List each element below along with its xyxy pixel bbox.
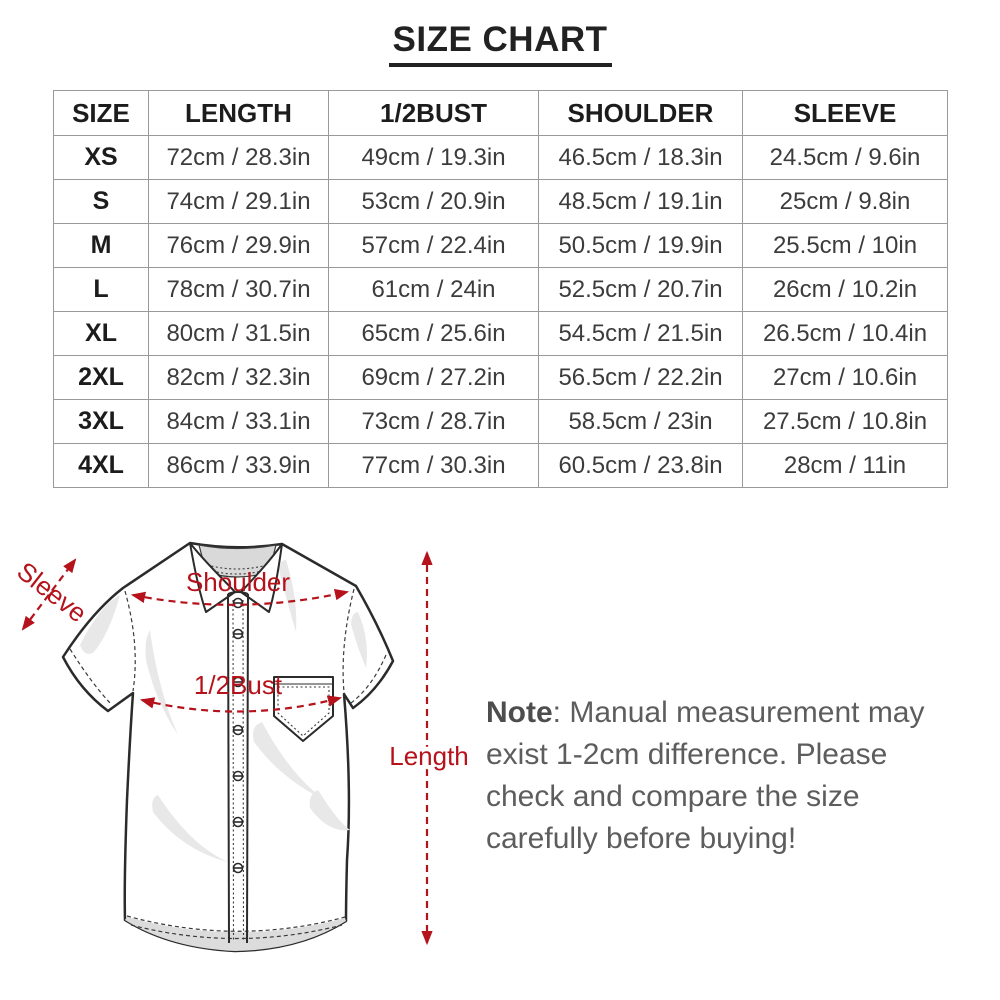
table-cell: 46.5cm / 18.3in bbox=[539, 136, 743, 180]
table-row bbox=[54, 268, 948, 312]
size-cell: M bbox=[54, 224, 149, 268]
table-cell: 52.5cm / 20.7in bbox=[539, 268, 743, 312]
table-cell: 25.5cm / 10in bbox=[743, 224, 948, 268]
table-body bbox=[54, 136, 948, 488]
note-body: : Manual measurement may exist 1-2cm difference. Please check and compare the size carefully before buying! bbox=[486, 696, 925, 855]
table-cell: 65cm / 25.6in bbox=[329, 312, 539, 356]
table-cell: 69cm / 27.2in bbox=[329, 356, 539, 400]
table-cell: 27.5cm / 10.8in bbox=[743, 400, 948, 444]
size-cell: 3XL bbox=[54, 400, 149, 444]
table-cell: 82cm / 32.3in bbox=[149, 356, 329, 400]
table-cell: 27cm / 10.6in bbox=[743, 356, 948, 400]
table-cell: 53cm / 20.9in bbox=[329, 180, 539, 224]
table-cell: 25cm / 9.8in bbox=[743, 180, 948, 224]
table-row bbox=[54, 356, 948, 400]
table-cell: 80cm / 31.5in bbox=[149, 312, 329, 356]
note-label: Note bbox=[486, 696, 553, 729]
header-cell: 1/2BUST bbox=[329, 91, 539, 136]
table-cell: 58.5cm / 23in bbox=[539, 400, 743, 444]
table-cell: 77cm / 30.3in bbox=[329, 444, 539, 488]
table-cell: 49cm / 19.3in bbox=[329, 136, 539, 180]
table-row bbox=[54, 400, 948, 444]
size-cell: XL bbox=[54, 312, 149, 356]
size-cell: 2XL bbox=[54, 356, 149, 400]
table-cell: 50.5cm / 19.9in bbox=[539, 224, 743, 268]
size-cell: XS bbox=[54, 136, 149, 180]
table-row bbox=[54, 312, 948, 356]
page-header bbox=[0, 20, 1000, 67]
table-cell: 84cm / 33.1in bbox=[149, 400, 329, 444]
header-cell: SLEEVE bbox=[743, 91, 948, 136]
table-cell: 76cm / 29.9in bbox=[149, 224, 329, 268]
table-cell: 72cm / 28.3in bbox=[149, 136, 329, 180]
table-row bbox=[54, 444, 948, 488]
size-cell: L bbox=[54, 268, 149, 312]
table-cell: 48.5cm / 19.1in bbox=[539, 180, 743, 224]
table-cell: 26cm / 10.2in bbox=[743, 268, 948, 312]
size-cell: 4XL bbox=[54, 444, 149, 488]
note-text bbox=[486, 692, 944, 860]
table-row bbox=[54, 180, 948, 224]
table-header-row bbox=[54, 91, 948, 136]
header-cell: SHOULDER bbox=[539, 91, 743, 136]
table-cell: 57cm / 22.4in bbox=[329, 224, 539, 268]
sleeve-label: Sleeve bbox=[11, 555, 93, 629]
page-title: SIZE CHART bbox=[389, 20, 612, 67]
table-cell: 74cm / 29.1in bbox=[149, 180, 329, 224]
table-cell: 60.5cm / 23.8in bbox=[539, 444, 743, 488]
shoulder-label: Shoulder bbox=[185, 567, 291, 597]
table-row bbox=[54, 224, 948, 268]
size-cell: S bbox=[54, 180, 149, 224]
table-cell: 61cm / 24in bbox=[329, 268, 539, 312]
header-cell: LENGTH bbox=[149, 91, 329, 136]
size-table bbox=[53, 90, 948, 488]
table-cell: 54.5cm / 21.5in bbox=[539, 312, 743, 356]
table-cell: 73cm / 28.7in bbox=[329, 400, 539, 444]
table-cell: 86cm / 33.9in bbox=[149, 444, 329, 488]
shirt-measurement-diagram bbox=[0, 518, 485, 990]
table-row bbox=[54, 136, 948, 180]
table-cell: 78cm / 30.7in bbox=[149, 268, 329, 312]
bust-label: 1/2Bust bbox=[193, 670, 283, 700]
table-cell: 28cm / 11in bbox=[743, 444, 948, 488]
header-cell: SIZE bbox=[54, 91, 149, 136]
table-cell: 24.5cm / 9.6in bbox=[743, 136, 948, 180]
length-label: Length bbox=[389, 741, 469, 771]
table-cell: 26.5cm / 10.4in bbox=[743, 312, 948, 356]
table-cell: 56.5cm / 22.2in bbox=[539, 356, 743, 400]
